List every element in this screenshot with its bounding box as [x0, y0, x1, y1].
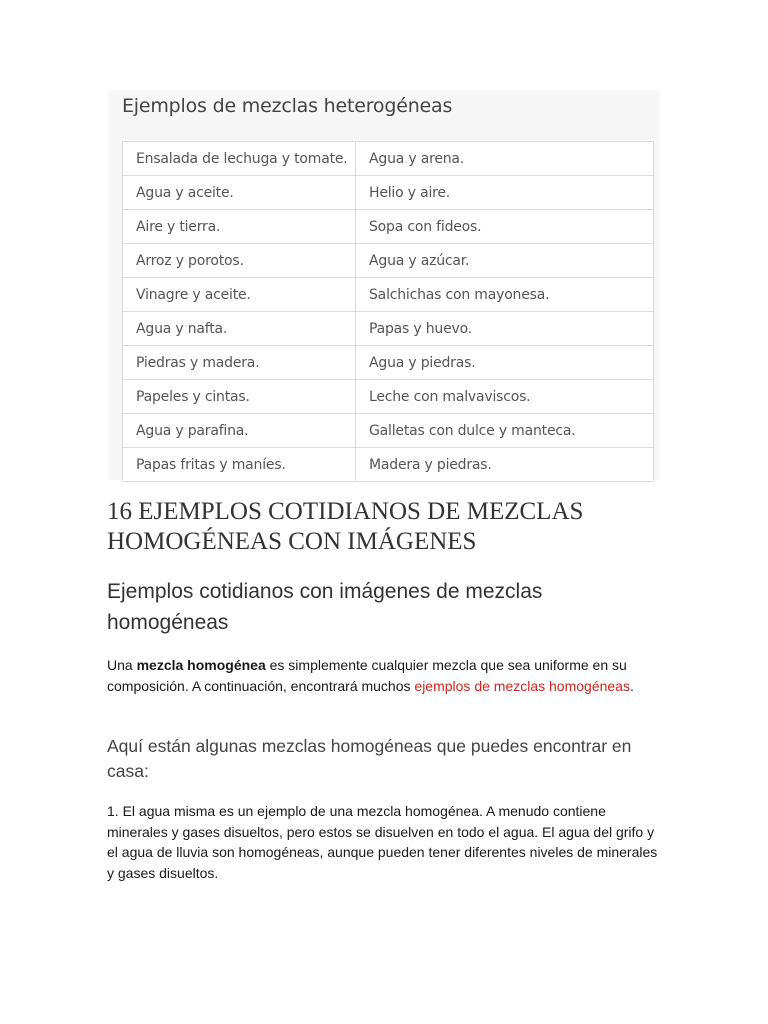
table-row — [123, 380, 654, 414]
table-cell: Leche con malvaviscos. — [356, 380, 654, 414]
table-title: Ejemplos de mezclas heterogéneas — [122, 95, 453, 117]
table-row — [123, 414, 654, 448]
table-cell: Agua y piedras. — [356, 346, 654, 380]
intro-paragraph — [107, 655, 667, 696]
main-heading: 16 EJEMPLOS COTIDIANOS DE MEZCLAS HOMOGÉNEAS CON IMÁGENES — [107, 498, 584, 555]
table-cell: Agua y arena. — [356, 142, 654, 176]
intro-prefix: Una — [107, 657, 137, 673]
table-cell: Salchichas con mayonesa. — [356, 278, 654, 312]
table-cell: Aire y tierra. — [123, 210, 356, 244]
intro-bold-term: mezcla homogénea — [136, 657, 266, 673]
table-cell: Ensalada de lechuga y tomate. — [123, 142, 356, 176]
table-cell: Arroz y porotos. — [123, 244, 356, 278]
heterogeneous-mixtures-table — [122, 141, 654, 482]
table-row — [123, 312, 654, 346]
table-cell: Madera y piedras. — [356, 448, 654, 482]
homogeneous-examples-link[interactable]: ejemplos de mezclas homogéneas — [414, 677, 630, 694]
table-cell: Agua y azúcar. — [356, 244, 654, 278]
table-cell: Papas fritas y maníes. — [123, 448, 356, 482]
table-cell: Papas y huevo. — [356, 312, 654, 346]
table-cell: Vinagre y aceite. — [123, 278, 356, 312]
table-cell: Piedras y madera. — [123, 346, 356, 380]
table-row — [123, 278, 654, 312]
table-row — [123, 346, 654, 380]
table-row — [123, 176, 654, 210]
heterogeneous-mixtures-table-card — [108, 90, 660, 480]
table-cell: Helio y aire. — [356, 176, 654, 210]
table-cell: Sopa con fideos. — [356, 210, 654, 244]
table-cell: Agua y nafta. — [123, 312, 356, 346]
intro-suffix: . — [629, 677, 634, 694]
table-row — [123, 210, 654, 244]
home-mixtures-heading: Aquí están algunas mezclas homogéneas que puedes encontrar en casa: — [107, 736, 632, 781]
intro-middle: es simplemente cualquier mezcla que sea uniforme en su composición. A continuación, encontrará muchos — [107, 657, 627, 694]
table-cell: Agua y parafina. — [123, 414, 356, 448]
table-cell: Agua y aceite. — [123, 176, 356, 210]
table-cell: Papeles y cintas. — [123, 380, 356, 414]
table-row — [123, 142, 654, 176]
sub-heading: Ejemplos cotidianos con imágenes de mezclas homogéneas — [107, 580, 543, 634]
table-cell: Galletas con dulce y manteca. — [356, 414, 654, 448]
water-paragraph: 1. El agua misma es un ejemplo de una mezcla homogénea. A menudo contiene minerales y gases disueltos, pero estos se disuelven en todo el agua. El agua del grifo y el agua de lluvia son homogéneas, aunque pueden tener diferentes niveles de minerales y gases disueltos. — [107, 803, 658, 881]
table-row — [123, 244, 654, 278]
table-row — [123, 448, 654, 482]
